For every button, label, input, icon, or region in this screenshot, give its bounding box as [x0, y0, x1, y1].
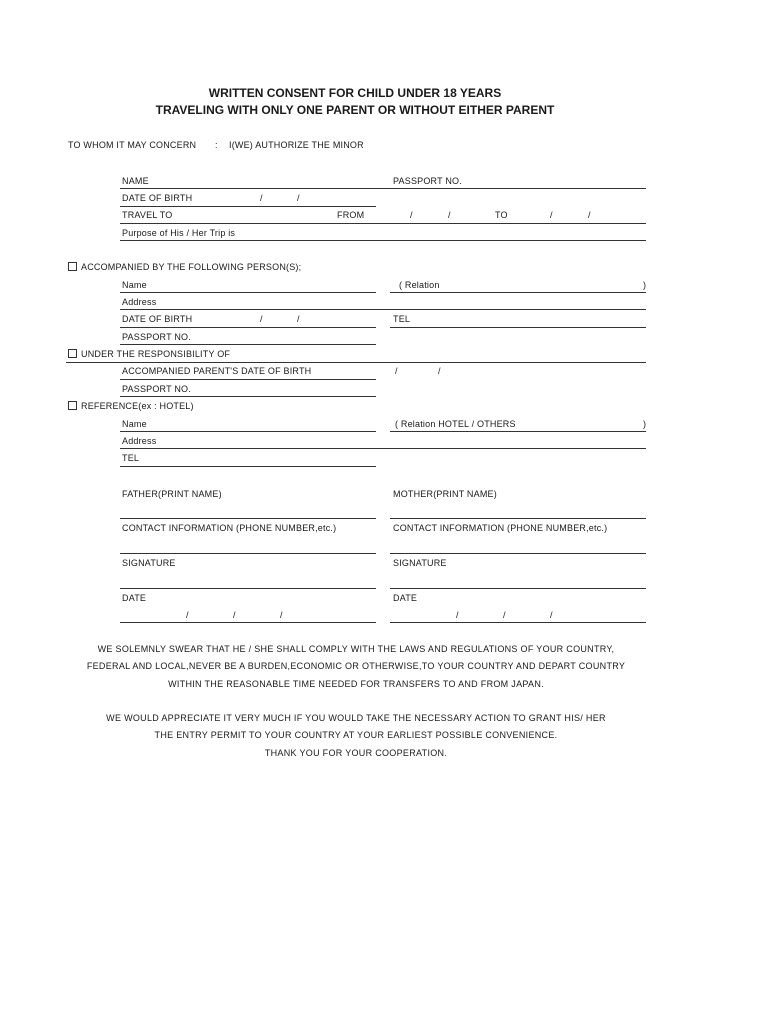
- accompanied-name-label: Name: [122, 280, 147, 290]
- dob-slash: /: [297, 193, 300, 203]
- oath-line2: FEDERAL AND LOCAL,NEVER BE A BURDEN,ECONOMIC OR OTHERWISE,TO YOUR COUNTRY AND DEPART COUNTRY: [86, 661, 626, 671]
- mother-date-slash: /: [503, 610, 506, 620]
- accompanied-checkbox-row[interactable]: [68, 262, 301, 272]
- responsibility-passport-label: PASSPORT NO.: [122, 384, 191, 394]
- intro-colon: :: [215, 140, 218, 150]
- accompanied-heading: ACCOMPANIED BY THE FOLLOWING PERSON(S);: [81, 262, 302, 272]
- purpose-line[interactable]: [120, 240, 646, 241]
- oath-line3: WITHIN THE REASONABLE TIME NEEDED FOR TRANSFERS TO AND FROM JAPAN.: [168, 679, 544, 689]
- parent-dob-slash: /: [395, 366, 398, 376]
- mother-name-line[interactable]: [390, 518, 646, 519]
- mother-name-label: MOTHER(PRINT NAME): [393, 489, 497, 499]
- father-date-label: DATE: [122, 593, 147, 603]
- minor-dob-label: DATE OF BIRTH: [122, 193, 193, 203]
- mother-signature-line[interactable]: [390, 588, 646, 589]
- father-date-line[interactable]: [120, 622, 376, 623]
- accompanied-tel-label: TEL: [393, 314, 411, 324]
- accompanied-dob-line[interactable]: [120, 327, 376, 328]
- to-slash: /: [550, 210, 553, 220]
- mother-date-label: DATE: [393, 593, 418, 603]
- father-contact-label: CONTACT INFORMATION (PHONE NUMBER,etc.): [122, 523, 337, 533]
- minor-name-label: NAME: [122, 176, 149, 186]
- from-label: FROM: [337, 210, 365, 220]
- mother-signature-label: SIGNATURE: [393, 558, 447, 568]
- father-signature-label: SIGNATURE: [122, 558, 176, 568]
- accompanied-passport-label: PASSPORT NO.: [122, 332, 191, 342]
- parent-dob-label: ACCOMPANIED PARENT'S DATE OF BIRTH: [122, 366, 312, 376]
- dob-slash: /: [260, 314, 263, 324]
- request-line2: THE ENTRY PERMIT TO YOUR COUNTRY AT YOUR EARLIEST POSSIBLE CONVENIENCE.: [154, 730, 558, 740]
- reference-name-line[interactable]: [120, 431, 376, 432]
- oath-line1: WE SOLEMNLY SWEAR THAT HE / SHE SHALL COMPLY WITH THE LAWS AND REGULATIONS OF YOUR COUNTRY,: [97, 644, 615, 654]
- reference-relation-line[interactable]: [390, 431, 646, 432]
- reference-relation-label: ( Relation HOTEL / OTHERS: [395, 419, 516, 429]
- accompanied-dob-label: DATE OF BIRTH: [122, 314, 193, 324]
- responsibility-heading: UNDER THE RESPONSIBILITY OF: [81, 349, 231, 359]
- accompanied-checkbox[interactable]: [68, 262, 77, 271]
- reference-name-label: Name: [122, 419, 147, 429]
- request-line3: THANK YOU FOR YOUR COOPERATION.: [264, 748, 448, 758]
- mother-contact-label: CONTACT INFORMATION (PHONE NUMBER,etc.): [393, 523, 608, 533]
- father-signature-line[interactable]: [120, 588, 376, 589]
- travel-to-label: TRAVEL TO: [122, 210, 173, 220]
- father-contact-line[interactable]: [120, 553, 376, 554]
- accompanied-passport-line[interactable]: [120, 344, 376, 345]
- reference-heading: REFERENCE(ex : HOTEL): [81, 401, 194, 411]
- mother-date-slash: /: [456, 610, 459, 620]
- reference-checkbox[interactable]: [68, 401, 77, 410]
- responsibility-passport-line[interactable]: [120, 396, 376, 397]
- accompanied-tel-line[interactable]: [390, 327, 646, 328]
- travel-line[interactable]: [120, 223, 646, 224]
- to-label: TO: [495, 210, 508, 220]
- reference-address-line[interactable]: [120, 448, 646, 449]
- parent-dob-line[interactable]: [120, 379, 376, 380]
- dob-slash: /: [297, 314, 300, 324]
- accompanied-relation-label: ( Relation: [399, 280, 440, 290]
- father-name-label: FATHER(PRINT NAME): [122, 489, 222, 499]
- form-title-line2: TRAVELING WITH ONLY ONE PARENT OR WITHOUT EITHER PARENT: [155, 103, 555, 117]
- mother-date-line[interactable]: [390, 622, 646, 623]
- accompanied-name-line[interactable]: [120, 292, 376, 293]
- father-date-slash: /: [233, 610, 236, 620]
- parent-dob-slash: /: [438, 366, 441, 376]
- accompanied-address-label: Address: [122, 297, 157, 307]
- authorize-label: I(WE) AUTHORIZE THE MINOR: [229, 140, 364, 150]
- responsibility-line[interactable]: [66, 362, 646, 363]
- accompanied-relation-line[interactable]: [390, 292, 646, 293]
- father-name-line[interactable]: [120, 518, 376, 519]
- minor-passport-label: PASSPORT NO.: [393, 176, 462, 186]
- accompanied-address-line[interactable]: [120, 309, 646, 310]
- to-whom-label: TO WHOM IT MAY CONCERN: [68, 140, 197, 150]
- responsibility-checkbox[interactable]: [68, 349, 77, 358]
- from-slash: /: [410, 210, 413, 220]
- form-title-line1: WRITTEN CONSENT FOR CHILD UNDER 18 YEARS: [208, 86, 502, 100]
- reference-checkbox-row[interactable]: [68, 401, 194, 411]
- reference-address-label: Address: [122, 436, 157, 446]
- from-slash: /: [448, 210, 451, 220]
- responsibility-checkbox-row[interactable]: [68, 349, 230, 359]
- mother-contact-line[interactable]: [390, 553, 646, 554]
- mother-date-slash: /: [550, 610, 553, 620]
- reference-tel-label: TEL: [122, 453, 140, 463]
- request-line1: WE WOULD APPRECIATE IT VERY MUCH IF YOU WOULD TAKE THE NECESSARY ACTION TO GRANT HIS/ HER: [106, 713, 606, 723]
- minor-name-line[interactable]: [120, 188, 646, 189]
- father-date-slash: /: [280, 610, 283, 620]
- father-date-slash: /: [186, 610, 189, 620]
- dob-slash: /: [260, 193, 263, 203]
- relation-close-paren: ): [643, 280, 647, 290]
- to-slash: /: [588, 210, 591, 220]
- reference-tel-line[interactable]: [120, 466, 376, 467]
- reference-close-paren: ): [643, 419, 647, 429]
- minor-dob-line[interactable]: [120, 206, 376, 207]
- purpose-label: Purpose of His / Her Trip is: [122, 228, 236, 238]
